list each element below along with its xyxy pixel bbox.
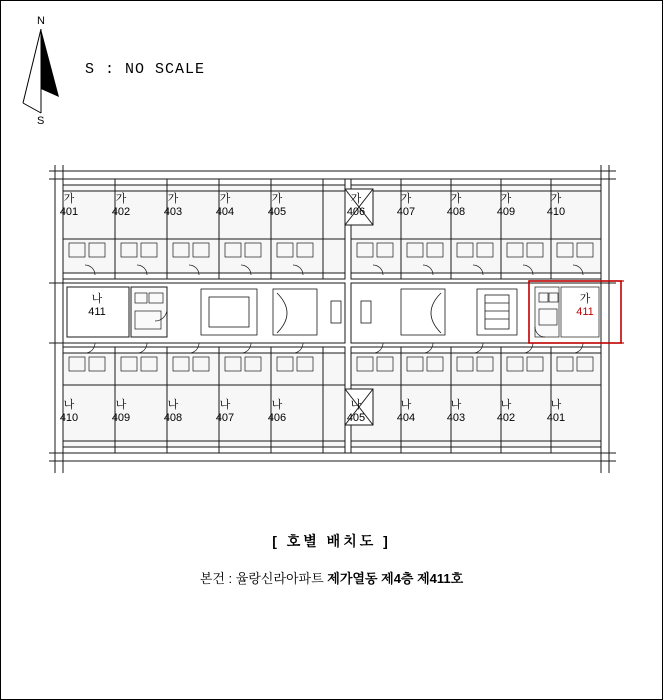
unit-label-401-top: 가 401 xyxy=(59,193,79,218)
unit-label-408-top: 가 408 xyxy=(446,193,466,218)
unit-label-411-left: 나 411 xyxy=(88,293,106,318)
unit-label-404-top: 가 404 xyxy=(215,193,235,218)
diagram-title: [ 호별 배치도 ] xyxy=(272,533,391,549)
unit-label-405-top: 가 405 xyxy=(267,193,287,218)
subject-unit: 제가열동 제4층 제411호 xyxy=(327,571,464,586)
unit-label-402-bottom: 나 402 xyxy=(496,399,516,424)
floor-plan-drawing xyxy=(41,161,624,481)
unit-label-409-bottom: 나 409 xyxy=(111,399,131,424)
unit-label-406-top: 가 406 xyxy=(346,193,366,218)
north-label: N xyxy=(37,15,45,27)
unit-label-407-bottom: 나 407 xyxy=(215,399,235,424)
unit-label-411-right-highlighted: 가 411 xyxy=(576,293,594,318)
unit-label-402-top: 가 402 xyxy=(111,193,131,218)
unit-label-408-bottom: 나 408 xyxy=(163,399,183,424)
unit-label-410-bottom: 나 410 xyxy=(59,399,79,424)
unit-label-407-top: 가 407 xyxy=(396,193,416,218)
diagram-subject xyxy=(1,568,662,587)
north-arrow xyxy=(19,15,79,130)
south-label: S xyxy=(37,115,45,127)
unit-label-409-top: 가 409 xyxy=(496,193,516,218)
subject-prefix: 본건 : 율랑신라아파트 xyxy=(199,571,328,586)
unit-label-410-top: 가 410 xyxy=(546,193,566,218)
unit-label-403-top: 가 403 xyxy=(163,193,183,218)
unit-label-406-bottom: 나 406 xyxy=(267,399,287,424)
compass-icon xyxy=(19,15,79,130)
unit-label-404-bottom: 나 404 xyxy=(396,399,416,424)
unit-label-401-bottom: 나 401 xyxy=(546,399,566,424)
unit-label-403-bottom: 나 403 xyxy=(446,399,466,424)
unit-label-405-bottom: 나 405 xyxy=(346,399,366,424)
scale-note: S : NO SCALE xyxy=(85,61,206,78)
